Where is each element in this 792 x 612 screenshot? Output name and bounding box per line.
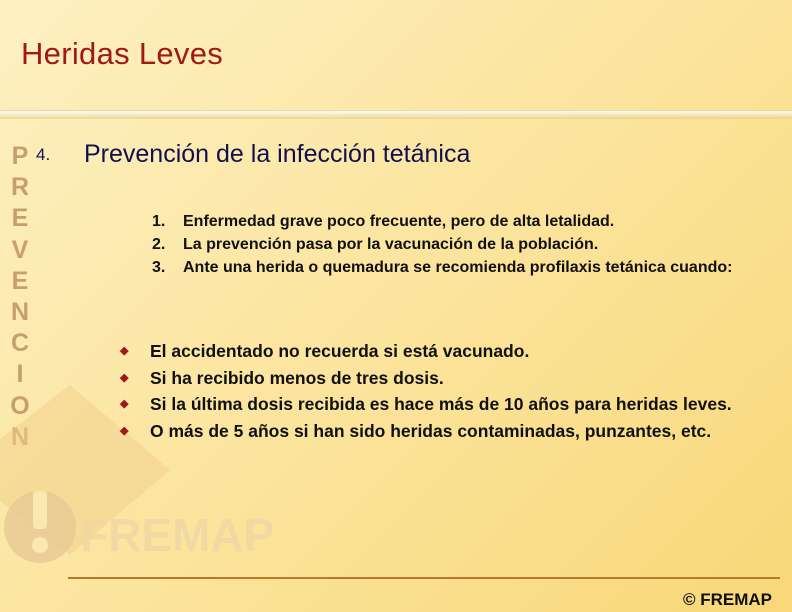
list-item	[152, 256, 748, 279]
side-letter: C	[10, 329, 30, 358]
bullet-list	[118, 338, 753, 444]
bullet-item	[118, 418, 753, 445]
bullet-text: Si ha recibido menos de tres dosis.	[150, 367, 444, 388]
side-letter: O	[10, 391, 30, 420]
list-number: 2.	[152, 236, 166, 253]
diamond-bullet-icon: ◆	[120, 398, 129, 410]
item-number: 4.	[36, 145, 51, 164]
footer-divider	[68, 577, 780, 579]
list-text: Ante una herida o quemadura se recomienda profilaxis tetánica cuando:	[183, 259, 733, 276]
list-number: 3.	[152, 259, 166, 276]
side-letter: E	[11, 266, 29, 295]
bullet-text: O más de 5 años si han sido heridas contaminadas, punzantes, etc.	[150, 420, 712, 441]
watermark-text: FREMAP	[80, 509, 275, 561]
section-heading: Prevención de la infección tetánica	[84, 140, 471, 168]
list-text: La prevención pasa por la vacunación de la población.	[183, 236, 599, 253]
side-letter: I	[16, 360, 24, 389]
side-letter: E	[11, 204, 29, 233]
bullet-item	[118, 391, 753, 418]
side-letter: V	[11, 235, 29, 264]
list-text: Enfermedad grave poco frecuente, pero de alta letalidad.	[183, 213, 615, 230]
slide-title: Heridas Leves	[21, 36, 224, 71]
side-letter: P	[11, 142, 29, 170]
title-divider	[0, 110, 792, 119]
list-item	[152, 233, 748, 256]
bullet-text: Si la última dosis recibida es hace más de 10 años para heridas leves.	[150, 394, 732, 414]
diamond-bullet-icon: ◆	[120, 424, 129, 437]
watermark-exclamation-icon	[33, 491, 47, 529]
numbered-list	[152, 210, 748, 279]
list-number: 1.	[152, 213, 166, 230]
bullet-item	[118, 338, 753, 365]
diamond-bullet-icon: ◆	[120, 371, 129, 384]
bullet-text: El accidentado no recuerda si está vacunado.	[150, 341, 530, 361]
bullet-item	[118, 365, 753, 392]
copyright-text: © FREMAP	[682, 590, 772, 609]
side-letter: R	[10, 173, 30, 202]
diamond-bullet-icon: ◆	[120, 345, 129, 357]
side-letter: N	[10, 298, 30, 327]
list-item	[152, 210, 748, 233]
